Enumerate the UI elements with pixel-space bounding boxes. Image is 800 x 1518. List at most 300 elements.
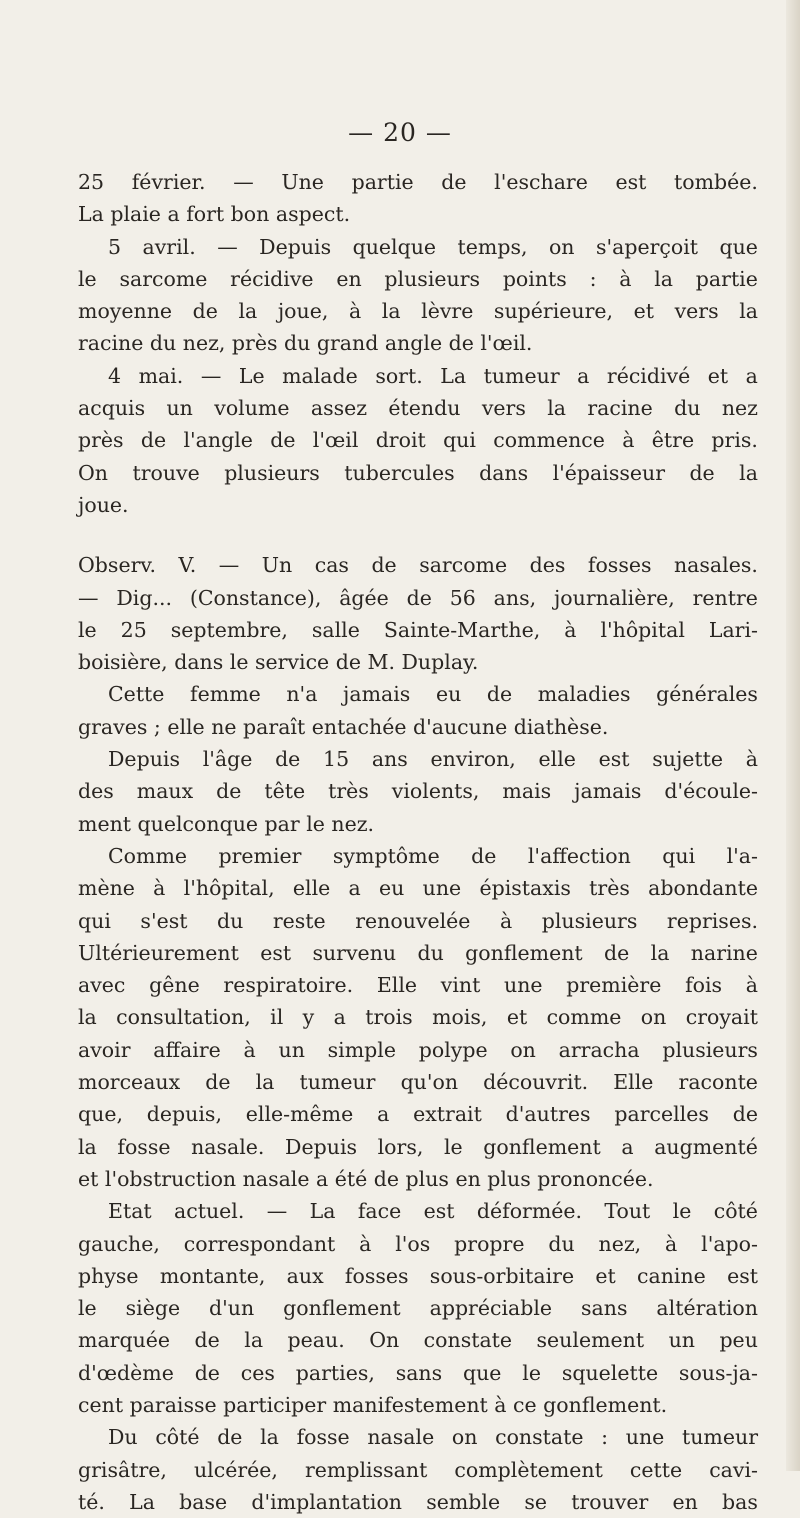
word: : xyxy=(589,266,597,291)
word: Elle xyxy=(613,1070,654,1095)
word: vers xyxy=(674,299,719,324)
word: qui xyxy=(443,428,476,453)
word: se xyxy=(524,1489,547,1514)
word: la xyxy=(547,396,566,421)
word: la xyxy=(739,299,758,324)
word: montante, xyxy=(159,1263,266,1288)
word: Etat xyxy=(108,1199,152,1224)
text-line xyxy=(78,263,758,295)
word: est xyxy=(615,170,647,194)
word: supérieure, xyxy=(493,299,614,324)
word: femme xyxy=(190,682,261,707)
word: Sainte-Marthe, xyxy=(383,617,541,642)
word: jamais xyxy=(343,682,411,707)
word: être xyxy=(651,428,695,453)
word: s'est xyxy=(140,908,188,933)
paragraph xyxy=(78,1195,758,1421)
word: tumeur xyxy=(681,1425,758,1450)
word: dans xyxy=(479,460,529,485)
word: ces xyxy=(240,1360,275,1385)
word: depuis, xyxy=(146,1102,222,1127)
text-line xyxy=(78,743,758,775)
word: à xyxy=(359,1231,372,1256)
word: près xyxy=(78,428,124,453)
word: Un xyxy=(261,553,293,578)
word: arracha xyxy=(558,1037,640,1062)
word: constate xyxy=(495,1425,584,1450)
word: eu xyxy=(379,876,405,901)
word: on xyxy=(548,234,575,259)
word: s'aperçoit xyxy=(595,234,698,259)
word: journalière, xyxy=(553,585,675,610)
word: nasale. xyxy=(191,1134,265,1159)
word: étendu xyxy=(388,396,461,421)
word: gêne xyxy=(149,973,200,998)
word: siège xyxy=(125,1296,181,1321)
word: aux xyxy=(286,1263,324,1288)
text-line xyxy=(78,1389,758,1421)
word: elle-même xyxy=(245,1102,354,1127)
word: de xyxy=(217,1425,243,1450)
paragraph xyxy=(78,360,758,521)
word: simple xyxy=(327,1037,396,1062)
paragraph xyxy=(78,549,758,678)
word: maux xyxy=(136,779,194,804)
word: : xyxy=(601,1425,609,1450)
word: Une xyxy=(281,170,324,194)
word: une xyxy=(422,876,462,901)
word: rentre xyxy=(692,585,758,610)
line-text: joue. xyxy=(78,492,129,517)
word: squelette xyxy=(561,1360,659,1385)
word: d'un xyxy=(209,1296,255,1321)
word: à xyxy=(564,617,577,642)
word: reprises. xyxy=(666,908,758,933)
word: février. xyxy=(131,170,206,194)
word: peu xyxy=(719,1328,758,1353)
word: de xyxy=(192,299,218,324)
word: âgée xyxy=(339,585,389,610)
word: l'œil xyxy=(312,428,359,453)
word: un xyxy=(166,396,193,421)
word: — xyxy=(200,363,222,388)
word: racine xyxy=(587,396,653,421)
text-line xyxy=(78,840,758,872)
word: Depuis xyxy=(108,747,180,772)
word: remplissant xyxy=(305,1457,428,1482)
line-text: cent paraisse participer manifestement à ce gonflement. xyxy=(78,1392,668,1417)
word: il xyxy=(270,1005,284,1030)
word: survenu xyxy=(312,940,397,965)
text-line xyxy=(78,937,758,969)
word: et xyxy=(707,363,729,388)
word: lors, xyxy=(377,1134,424,1159)
word: face xyxy=(357,1199,402,1224)
word: et xyxy=(506,1005,528,1030)
text-line xyxy=(78,582,758,614)
word: Le xyxy=(238,363,265,388)
word: l'a- xyxy=(726,843,758,868)
word: — xyxy=(78,585,99,610)
word: fosse xyxy=(117,1134,171,1159)
word: n'a xyxy=(286,682,318,707)
word: la xyxy=(78,1134,97,1159)
word: sans xyxy=(581,1296,628,1321)
text-line xyxy=(78,1421,758,1453)
word: de xyxy=(275,747,301,772)
word: la xyxy=(78,1005,97,1030)
text-line xyxy=(78,1195,758,1227)
text-line xyxy=(78,1260,758,1292)
word: gauche, xyxy=(78,1231,160,1256)
line-text: boisière, dans le service de M. Duplay. xyxy=(78,650,479,675)
word: que xyxy=(719,234,758,259)
word: en xyxy=(336,266,362,291)
text-line xyxy=(78,392,758,424)
word: tombée. xyxy=(674,170,758,194)
word: à xyxy=(153,876,166,901)
word: commence xyxy=(493,428,605,453)
text-line xyxy=(78,360,758,392)
word: l'hôpital xyxy=(600,617,685,642)
word: à xyxy=(622,428,635,453)
word: pris. xyxy=(711,428,758,453)
word: Ultérieurement xyxy=(78,940,239,965)
line-text: ment quelconque par le nez. xyxy=(78,811,375,836)
word: a xyxy=(377,1102,390,1127)
word: de xyxy=(270,428,296,453)
word: d'implantation xyxy=(251,1489,403,1514)
word: polype xyxy=(418,1037,488,1062)
paragraph xyxy=(78,743,758,840)
word: y xyxy=(302,1005,315,1030)
word: trois xyxy=(365,1005,413,1030)
word: base xyxy=(179,1489,228,1514)
word: et xyxy=(595,1263,616,1288)
text-line xyxy=(78,549,758,581)
word: une xyxy=(625,1425,665,1450)
paragraph-gap xyxy=(78,521,758,549)
word: le xyxy=(78,617,97,642)
text-line xyxy=(78,1292,758,1324)
text-line xyxy=(78,678,758,710)
page-edge-shadow xyxy=(786,0,800,1471)
text-line xyxy=(78,969,758,1001)
line-text: La plaie a fort bon aspect. xyxy=(78,202,351,227)
word: le xyxy=(443,1134,463,1159)
word: premier xyxy=(218,843,302,868)
word: fois xyxy=(685,973,723,998)
word: reste xyxy=(272,908,326,933)
word: quelque xyxy=(352,234,437,259)
word: environ, xyxy=(430,747,516,772)
word: du xyxy=(217,908,244,933)
word: gonflement xyxy=(483,1134,601,1159)
line-text: et l'obstruction nasale a été de plus en plus prononcée. xyxy=(78,1166,654,1191)
word: a xyxy=(333,1005,346,1030)
word: le xyxy=(522,1360,541,1385)
word: le xyxy=(78,1296,97,1321)
word: à xyxy=(665,1231,678,1256)
word: ans, xyxy=(493,585,537,610)
word: elle xyxy=(292,876,331,901)
word: récidive xyxy=(230,266,314,291)
word: de xyxy=(486,682,513,707)
word: maladies xyxy=(537,682,631,707)
word: d'œdème xyxy=(78,1360,174,1385)
word: 25 xyxy=(78,170,105,194)
word: des xyxy=(529,553,566,578)
word: la xyxy=(255,1070,275,1095)
word: de xyxy=(194,1328,220,1353)
word: a xyxy=(621,1134,634,1159)
word: Dig... xyxy=(116,585,172,610)
word: croyait xyxy=(685,1005,758,1030)
word: déformée. xyxy=(476,1199,583,1224)
word: un xyxy=(278,1037,305,1062)
word: plusieurs xyxy=(541,908,638,933)
word: ans xyxy=(371,747,408,772)
word: droit xyxy=(375,428,426,453)
word: mais xyxy=(502,779,552,804)
word: tumeur xyxy=(483,363,560,388)
word: vers xyxy=(481,396,526,421)
text-line xyxy=(78,1066,758,1098)
word: Tout xyxy=(604,1199,651,1224)
paragraph xyxy=(78,166,758,231)
word: l'os xyxy=(395,1231,431,1256)
word: bas xyxy=(722,1489,758,1514)
word: eu xyxy=(435,682,462,707)
word: est xyxy=(598,747,630,772)
word: fosse xyxy=(296,1425,350,1450)
word: est xyxy=(260,940,292,965)
text-line xyxy=(78,198,758,230)
word: 15 xyxy=(323,747,350,772)
text-line xyxy=(78,166,758,198)
word: appréciable xyxy=(429,1296,553,1321)
word: sans xyxy=(395,1360,443,1385)
word: grisâtre, xyxy=(78,1457,167,1482)
word: mai. xyxy=(138,363,184,388)
word: que, xyxy=(78,1102,123,1127)
line-text: graves ; elle ne paraît entachée d'aucune diathèse. xyxy=(78,714,609,739)
word: joue, xyxy=(277,299,329,324)
text-line xyxy=(78,1454,758,1486)
word: fosses xyxy=(587,553,652,578)
word: La xyxy=(440,363,467,388)
word: générales xyxy=(656,682,758,707)
text-line xyxy=(78,1228,758,1260)
word: Du xyxy=(108,1425,138,1450)
word: sarcome xyxy=(419,553,508,578)
word: que xyxy=(462,1360,502,1385)
word: d'autres xyxy=(505,1102,591,1127)
word: l'hôpital, xyxy=(183,876,275,901)
word: a xyxy=(745,363,758,388)
text-line xyxy=(78,1324,758,1356)
text-line xyxy=(78,457,758,489)
word: de xyxy=(604,940,630,965)
word: nasale xyxy=(367,1425,435,1450)
word: première xyxy=(566,973,662,998)
word: cas xyxy=(314,553,349,578)
paragraph xyxy=(78,231,758,360)
word: On xyxy=(369,1328,400,1353)
word: et xyxy=(633,299,654,324)
text-line xyxy=(78,905,758,937)
word: de xyxy=(471,843,497,868)
word: est xyxy=(423,1199,455,1224)
word: physe xyxy=(78,1263,139,1288)
word: qui xyxy=(78,908,111,933)
word: nasales. xyxy=(673,553,758,578)
word: de xyxy=(371,553,397,578)
word: la xyxy=(238,299,258,324)
word: une xyxy=(504,973,543,998)
word: très xyxy=(589,876,630,901)
text-line xyxy=(78,424,758,456)
text-line xyxy=(78,231,758,263)
line-text: racine du nez, près du grand angle de l'œil. xyxy=(78,331,533,356)
word: jamais xyxy=(574,779,642,804)
word: — xyxy=(217,234,238,259)
text-line xyxy=(78,295,758,327)
word: malade xyxy=(282,363,358,388)
word: nez xyxy=(721,396,758,421)
word: l'épaisseur xyxy=(552,460,665,485)
word: tumeur xyxy=(299,1070,376,1095)
word: de xyxy=(732,1102,758,1127)
word: lèvre xyxy=(421,299,474,324)
word: du xyxy=(674,396,701,421)
word: plusieurs xyxy=(224,460,320,485)
word: té. xyxy=(78,1489,105,1514)
word: le xyxy=(78,266,97,291)
word: cette xyxy=(629,1457,683,1482)
word: d'écoule- xyxy=(664,779,758,804)
word: a xyxy=(348,876,361,901)
word: sous-ja- xyxy=(678,1360,758,1385)
word: — xyxy=(218,553,240,578)
word: qu'on xyxy=(400,1070,459,1095)
word: altération xyxy=(656,1296,758,1321)
word: constate xyxy=(423,1328,513,1353)
text-line xyxy=(78,1163,758,1195)
text-line xyxy=(78,1098,758,1130)
word: à xyxy=(619,266,632,291)
word: avec xyxy=(78,973,126,998)
word: semble xyxy=(426,1489,501,1514)
text-line xyxy=(78,872,758,904)
paragraph xyxy=(78,1421,758,1518)
word: trouve xyxy=(132,460,200,485)
text-line xyxy=(78,1001,758,1033)
word: — xyxy=(233,170,254,194)
word: avril. xyxy=(142,234,196,259)
word: épistaxis xyxy=(479,876,571,901)
word: La xyxy=(129,1489,155,1514)
word: la xyxy=(739,460,758,485)
word: très xyxy=(328,779,369,804)
word: (Constance), xyxy=(189,585,322,610)
word: extrait xyxy=(413,1102,482,1127)
word: sort. xyxy=(375,363,423,388)
word: qui xyxy=(662,843,696,868)
text-line xyxy=(78,711,758,743)
word: complètement xyxy=(454,1457,603,1482)
word: de xyxy=(205,1070,231,1095)
word: marquée xyxy=(78,1328,171,1353)
word: mois, xyxy=(432,1005,488,1030)
page-number: — 20 — xyxy=(348,118,452,147)
word: Elle xyxy=(376,973,418,998)
word: de xyxy=(216,779,242,804)
word: moyenne xyxy=(78,299,173,324)
word: nez, xyxy=(598,1231,642,1256)
text-line xyxy=(78,1034,758,1066)
word: l'apo- xyxy=(701,1231,758,1256)
text-line xyxy=(78,1131,758,1163)
word: l'âge xyxy=(202,747,253,772)
document-body xyxy=(78,166,758,1518)
word: à xyxy=(243,1037,256,1062)
text-line xyxy=(78,1357,758,1389)
word: canine xyxy=(636,1263,706,1288)
word: augmenté xyxy=(654,1134,758,1159)
word: narine xyxy=(690,940,758,965)
word: de xyxy=(194,1360,220,1385)
word: la xyxy=(260,1425,279,1450)
word: salle xyxy=(311,617,360,642)
word: à xyxy=(745,747,758,772)
word: du xyxy=(417,940,444,965)
word: partie xyxy=(351,170,414,194)
word: tête xyxy=(264,779,306,804)
word: points xyxy=(502,266,567,291)
word: 4 xyxy=(108,363,122,388)
word: Cette xyxy=(108,682,165,707)
word: vint xyxy=(440,973,481,998)
word: de xyxy=(689,460,715,485)
text-line xyxy=(78,614,758,646)
text-line xyxy=(78,489,758,521)
word: avoir xyxy=(78,1037,131,1062)
word: plusieurs xyxy=(662,1037,758,1062)
paragraph xyxy=(78,678,758,743)
word: 5 xyxy=(108,234,122,259)
word: abondante xyxy=(648,876,758,901)
text-line xyxy=(78,775,758,807)
word: tubercules xyxy=(344,460,455,485)
word: récidivé xyxy=(606,363,691,388)
word: 25 xyxy=(120,617,147,642)
word: V. xyxy=(178,553,197,578)
word: consultation, xyxy=(116,1005,251,1030)
word: Comme xyxy=(108,843,188,868)
word: 56 xyxy=(449,585,476,610)
word: Lari- xyxy=(708,617,758,642)
text-line xyxy=(78,808,758,840)
word: de xyxy=(441,170,467,194)
word: Depuis xyxy=(285,1134,358,1159)
word: violents, xyxy=(391,779,480,804)
word: plusieurs xyxy=(384,266,481,291)
word: Observ. xyxy=(78,553,157,578)
word: à xyxy=(499,908,513,933)
word: partie xyxy=(695,266,758,291)
word: est xyxy=(727,1263,758,1288)
